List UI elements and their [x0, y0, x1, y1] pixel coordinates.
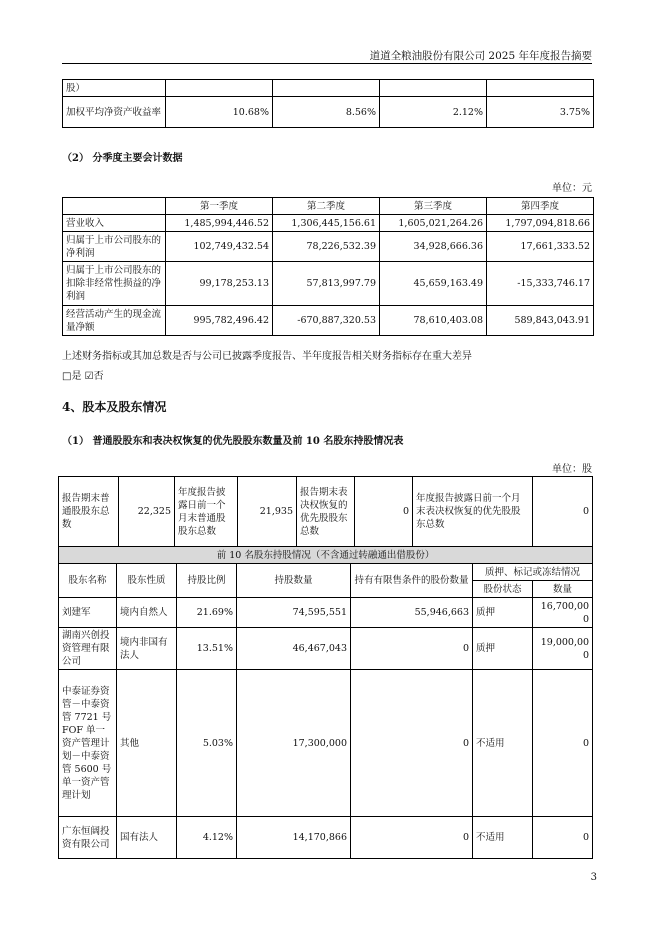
holder-name: 广东恒阔投资有限公司	[59, 817, 117, 859]
table-row	[59, 817, 593, 859]
quarter-header: 第二季度	[273, 198, 380, 215]
row-label: 归属于上市公司股东的净利润	[63, 232, 166, 262]
holder-ratio: 13.51%	[177, 628, 237, 670]
quarter-header: 第三季度	[380, 198, 487, 215]
table-row	[59, 598, 593, 628]
summary-caption: 报告期末普通股股东总数	[59, 477, 119, 547]
roe-value: 3.75%	[487, 97, 594, 128]
holder-nature: 国有法人	[117, 817, 177, 859]
variance-choice: □是 ☑否	[62, 371, 104, 382]
table-row	[63, 262, 594, 306]
cell-value: 78,226,532.39	[273, 232, 380, 262]
col-header: 质押、标记或冻结情况	[473, 564, 593, 581]
roe-value: 10.68%	[166, 97, 273, 128]
quarter-header: 第一季度	[166, 198, 273, 215]
holder-status: 质押	[473, 628, 533, 670]
holder-restricted: 0	[351, 628, 473, 670]
holder-qty: 46,467,043	[237, 628, 351, 670]
top10-title: 前 10 名股东持股情况（不含通过转融通出借股份）	[59, 547, 593, 564]
roe-value: 8.56%	[273, 97, 380, 128]
col-header: 持有有限售条件的股份数量	[351, 564, 473, 598]
table-row	[59, 628, 593, 670]
cell-value: 99,178,253.13	[166, 262, 273, 306]
holder-count: 19,000,000	[533, 628, 593, 670]
holders-unit: 单位：股	[552, 464, 592, 475]
holder-qty: 17,300,000	[237, 670, 351, 817]
cell-value: 17,661,333.52	[487, 232, 594, 262]
header-divider	[62, 63, 592, 64]
summary-caption: 报告期末表决权恢复的优先股股东总数	[297, 477, 355, 547]
cell-value: 78,610,403.08	[380, 306, 487, 336]
quarter-header: 第四季度	[487, 198, 594, 215]
col-header: 数量	[533, 581, 593, 598]
col-header: 持股数量	[237, 564, 351, 598]
holder-qty: 14,170,866	[237, 817, 351, 859]
cell-value: 1,605,021,264.26	[380, 215, 487, 232]
holder-count: 16,700,000	[533, 598, 593, 628]
holder-nature: 境内自然人	[117, 598, 177, 628]
holder-name: 刘建军	[59, 598, 117, 628]
table-row	[63, 232, 594, 262]
roe-table	[62, 79, 594, 128]
table-row	[63, 306, 594, 336]
holders-summary-table	[58, 476, 593, 547]
table-row	[59, 670, 593, 817]
cell-value: 34,928,666.36	[380, 232, 487, 262]
cell-value: 1,306,445,156.61	[273, 215, 380, 232]
row-label: 营业收入	[63, 215, 166, 232]
col-header: 持股比例	[177, 564, 237, 598]
cell-value: -15,333,746.17	[487, 262, 594, 306]
holder-status: 质押	[473, 598, 533, 628]
holder-status: 不适用	[473, 670, 533, 817]
holder-name: 湖南兴创投资管理有限公司	[59, 628, 117, 670]
holder-restricted: 0	[351, 670, 473, 817]
holder-ratio: 4.12%	[177, 817, 237, 859]
row-label: 经营活动产生的现金流量净额	[63, 306, 166, 336]
summary-value: 0	[355, 477, 413, 547]
holder-nature: 其他	[117, 670, 177, 817]
holder-nature: 境内非国有法人	[117, 628, 177, 670]
holder-count: 0	[533, 817, 593, 859]
cell-value: 589,843,043.91	[487, 306, 594, 336]
cell-value: 57,813,997.79	[273, 262, 380, 306]
holder-name: 中泰证券资管－中泰资管 7721 号 FOF 单一资产管理计划－中泰资管 5600 号单一资产管理计划	[59, 670, 117, 817]
holder-status: 不适用	[473, 817, 533, 859]
row-label: 归属于上市公司股东的扣除非经常性损益的净利润	[63, 262, 166, 306]
col-header: 股份状态	[473, 581, 533, 598]
roe-value: 2.12%	[380, 97, 487, 128]
holder-restricted: 0	[351, 817, 473, 859]
section-quarterly-title: （2） 分季度主要会计数据	[62, 153, 183, 164]
summary-caption: 年度报告披露日前一个月末表决权恢复的优先股股东总数	[413, 477, 533, 547]
roe-row-label-continued: 股）	[63, 80, 166, 97]
summary-value: 22,325	[119, 477, 175, 547]
col-header: 股东性质	[117, 564, 177, 598]
section-holders-title: （1） 普通股股东和表决权恢复的优先股股东数量及前 10 名股东持股情况表	[62, 436, 404, 447]
holder-qty: 74,595,551	[237, 598, 351, 628]
section-shares-title: 4、股本及股东情况	[62, 400, 167, 414]
cell-value: 45,659,163.49	[380, 262, 487, 306]
top10-holders-table	[58, 546, 593, 859]
summary-value: 21,935	[238, 477, 297, 547]
table-row	[63, 215, 594, 232]
page-header: 道道全粮油股份有限公司 2025 年年度报告摘要	[369, 50, 592, 62]
variance-note: 上述财务指标或其加总数是否与公司已披露季度报告、半年度报告相关财务指标存在重大差异	[62, 351, 472, 362]
holder-count: 0	[533, 670, 593, 817]
holder-ratio: 21.69%	[177, 598, 237, 628]
summary-value: 0	[533, 477, 593, 547]
cell-value: -670,887,320.53	[273, 306, 380, 336]
cell-value: 1,485,994,446.52	[166, 215, 273, 232]
quarterly-unit: 单位：元	[552, 183, 592, 194]
roe-label: 加权平均净资产收益率	[63, 97, 166, 128]
quarterly-table	[62, 197, 594, 336]
col-header: 股东名称	[59, 564, 117, 598]
cell-value: 995,782,496.42	[166, 306, 273, 336]
holder-restricted: 55,946,663	[351, 598, 473, 628]
summary-caption: 年度报告披露日前一个月末普通股股东总数	[175, 477, 238, 547]
cell-value: 102,749,432.54	[166, 232, 273, 262]
cell-value: 1,797,094,818.66	[487, 215, 594, 232]
holder-ratio: 5.03%	[177, 670, 237, 817]
page-number: 3	[590, 872, 597, 883]
